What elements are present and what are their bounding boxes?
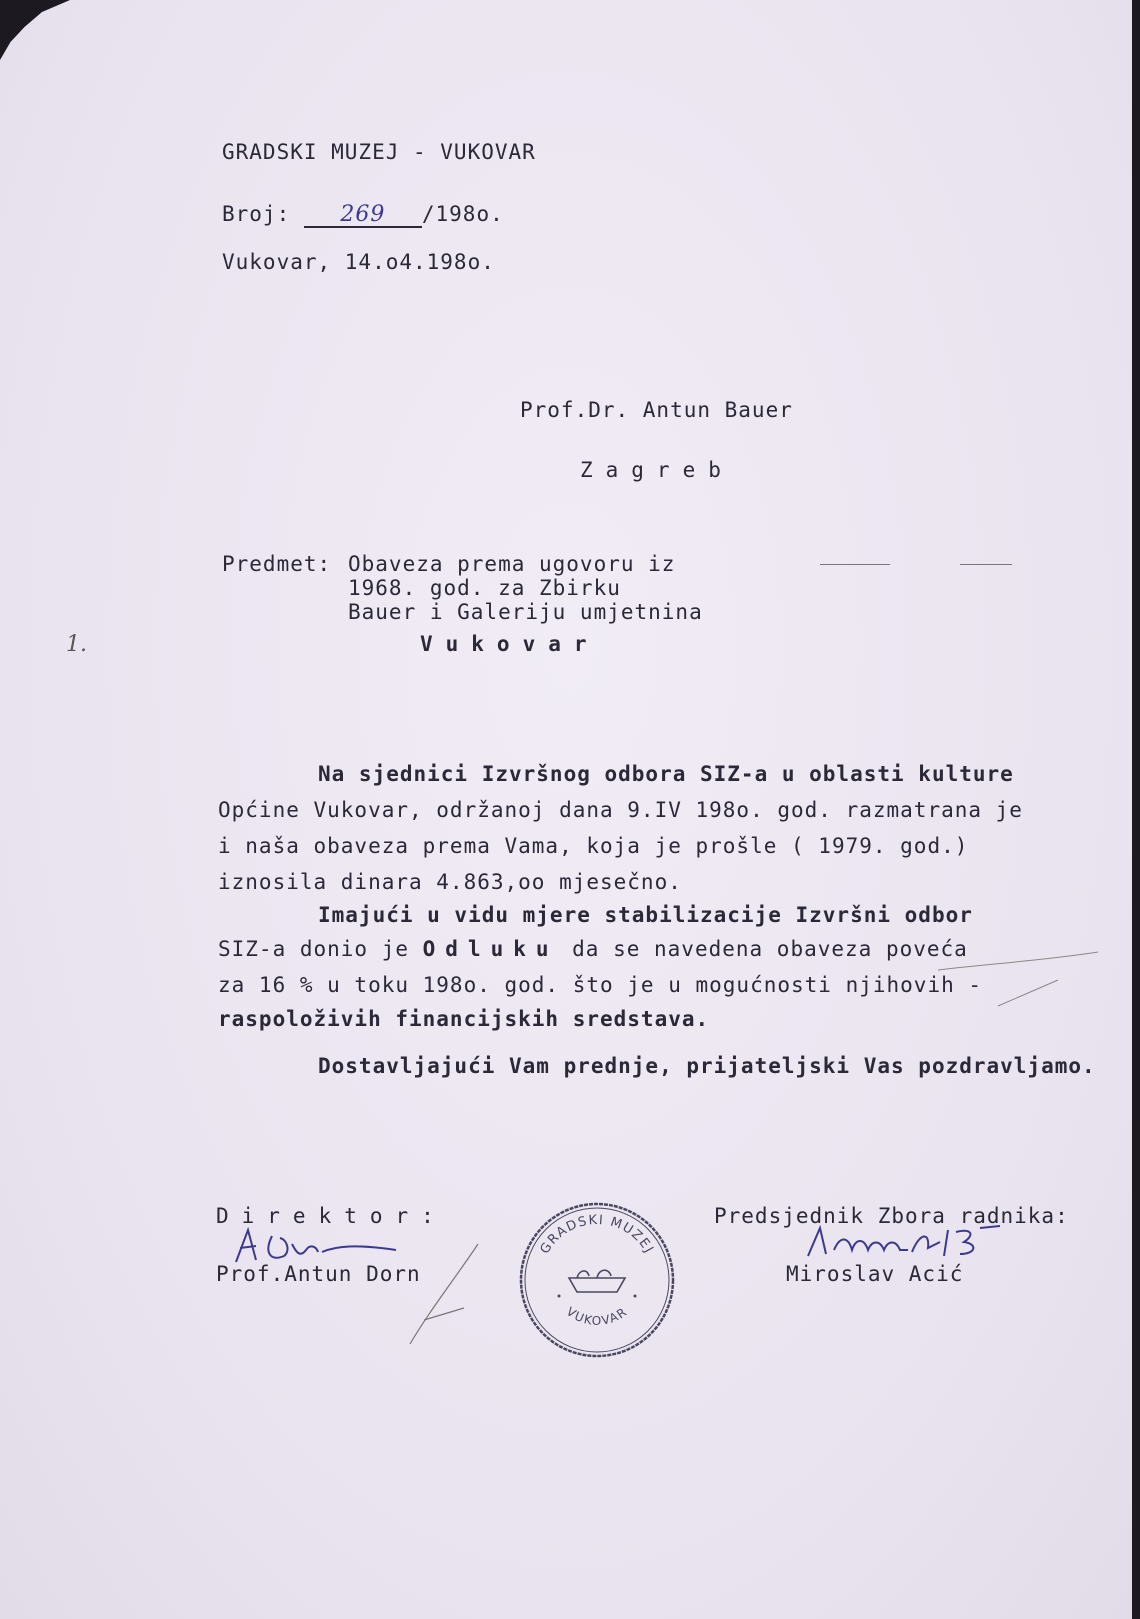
museum-stamp bbox=[517, 1200, 677, 1360]
body-line: raspoloživih financijskih sredstava. bbox=[218, 1007, 710, 1031]
margin-mark: 1. bbox=[66, 632, 87, 657]
pencil-dash bbox=[820, 564, 890, 565]
recipient-city: Zagreb bbox=[580, 458, 734, 482]
director-signature bbox=[226, 1222, 416, 1268]
torn-corner bbox=[0, 0, 70, 60]
pencil-dash bbox=[960, 564, 1012, 565]
stamp-top-text: GRADSKI MUZEJ bbox=[537, 1212, 657, 1257]
institution-name: GRADSKI MUZEJ - VUKOVAR bbox=[222, 140, 536, 164]
subject-line-1: Obaveza prema ugovoru iz bbox=[348, 552, 676, 576]
stamp-emblem-icon bbox=[569, 1270, 625, 1292]
number-suffix: /198o. bbox=[421, 202, 504, 226]
svg-text:GRADSKI MUZEJ bbox=[538, 1213, 657, 1257]
subject-label: Predmet: bbox=[222, 552, 332, 576]
director-name: Prof.Antun Dorn bbox=[216, 1262, 421, 1286]
pencil-stroke bbox=[928, 930, 1108, 1010]
decision-word: Odluku bbox=[422, 937, 559, 961]
body-line bbox=[218, 937, 968, 961]
scan-edge bbox=[1132, 0, 1140, 1619]
number-handwritten: 269 bbox=[304, 204, 422, 228]
number-label: Broj: bbox=[222, 202, 291, 226]
place-date: Vukovar, 14.o4.198o. bbox=[222, 250, 495, 274]
document-number bbox=[222, 202, 504, 228]
workers-council-name: Miroslav Acić bbox=[786, 1262, 964, 1286]
stamp-bottom-text: VUKOVAR bbox=[563, 1304, 631, 1328]
body-line: za 16 % u toku 198o. god. što je u mogućnosti njihovih - bbox=[218, 973, 983, 997]
workers-council-title: Predsjednik Zbora radnika: bbox=[714, 1204, 1069, 1228]
body-text: SIZ-a donio je bbox=[218, 937, 423, 961]
body-line: iznosila dinara 4.863,oo mjesečno. bbox=[218, 870, 682, 894]
subject-line-4: Vukovar bbox=[420, 632, 600, 656]
workers-council-signature bbox=[800, 1222, 1020, 1262]
svg-text:VUKOVAR bbox=[564, 1304, 630, 1327]
director-title: Direktor: bbox=[216, 1204, 447, 1228]
closing-line: Dostavljajući Vam prednje, prijateljski Vas pozdravljamo. bbox=[318, 1054, 1096, 1078]
pencil-stroke bbox=[404, 1240, 484, 1350]
recipient-name: Prof.Dr. Antun Bauer bbox=[520, 398, 793, 422]
body-line: Imajući u vidu mjere stabilizacije Izvršni odbor bbox=[318, 903, 973, 927]
body-line: Na sjednici Izvršnog odbora SIZ-a u oblasti kulture bbox=[318, 762, 1014, 786]
subject-line-2: 1968. god. za Zbirku bbox=[348, 576, 621, 600]
body-line: i naša obaveza prema Vama, koja je prošle ( 1979. god.) bbox=[218, 834, 969, 858]
body-line: Općine Vukovar, održanoj dana 9.IV 198o. god. razmatrana je bbox=[218, 798, 1023, 822]
subject-line-3: Bauer i Galeriju umjetnina bbox=[348, 600, 703, 624]
body-text: da se navedena obaveza poveća bbox=[558, 937, 968, 961]
